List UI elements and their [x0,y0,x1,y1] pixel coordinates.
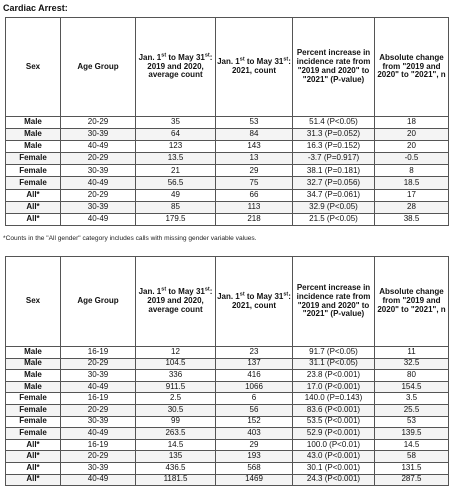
cell-sex: Female [6,165,61,177]
table-row [6,416,449,428]
cell-absolute-change: 14.5 [375,439,449,451]
cell-absolute-change: 28 [375,201,449,213]
cell-sex: Male [6,129,61,141]
cell-percent-increase: 31.1 (P<0.05) [293,358,375,370]
cell-age-group: 20-29 [61,117,136,129]
cell-absolute-change: 32.5 [375,358,449,370]
cell-percent-increase: 17.0 (P<0.001) [293,381,375,393]
table-row [6,347,449,359]
cell-count-2021: 29 [216,165,293,177]
cell-percent-increase: 38.1 (P=0.181) [293,165,375,177]
cell-percent-increase: 32.7 (P=0.056) [293,177,375,189]
table-row [6,474,449,486]
cell-sex: Female [6,177,61,189]
table-row [6,393,449,405]
cell-count-2021: 152 [216,416,293,428]
cell-count-2021: 137 [216,358,293,370]
cell-age-group: 30-39 [61,416,136,428]
cell-age-group: 20-29 [61,451,136,463]
cell-absolute-change: 18.5 [375,177,449,189]
cell-age-group: 40-49 [61,177,136,189]
cell-count-2021: 218 [216,213,293,225]
cell-sex: All* [6,451,61,463]
cell-avg-count: 1181.5 [136,474,216,486]
cell-age-group: 20-29 [61,189,136,201]
header-avg-count: Jan. 1st to May 31st: 2019 and 2020, average count [136,18,216,117]
cell-avg-count: 263.5 [136,428,216,440]
cell-absolute-change: 154.5 [375,381,449,393]
cell-count-2021: 1469 [216,474,293,486]
cell-avg-count: 64 [136,129,216,141]
cell-age-group: 40-49 [61,428,136,440]
cell-age-group: 16-19 [61,347,136,359]
cell-count-2021: 75 [216,177,293,189]
table-row [6,201,449,213]
table-row [6,129,449,141]
cell-absolute-change: 20 [375,141,449,153]
cell-absolute-change: 11 [375,347,449,359]
footnote: *Counts in the "All gender" category includes calls with missing gender variable values. [3,235,257,242]
cell-absolute-change: 287.5 [375,474,449,486]
cell-age-group: 16-19 [61,393,136,405]
cell-age-group: 30-39 [61,462,136,474]
cell-sex: Male [6,141,61,153]
cell-count-2021: 416 [216,370,293,382]
table-row [6,177,449,189]
cell-sex: Female [6,428,61,440]
cell-age-group: 30-39 [61,129,136,141]
cell-age-group: 40-49 [61,213,136,225]
header-age-group: Age Group [61,18,136,117]
cell-avg-count: 135 [136,451,216,463]
table-header-row [6,257,449,347]
table-row [6,213,449,225]
cell-sex: All* [6,462,61,474]
cell-percent-increase: 51.4 (P<0.05) [293,117,375,129]
cell-avg-count: 14.5 [136,439,216,451]
cell-sex: All* [6,213,61,225]
cell-avg-count: 13.5 [136,153,216,165]
cell-percent-increase: 83.6 (P<0.001) [293,404,375,416]
cell-percent-increase: 30.1 (P<0.001) [293,462,375,474]
cell-absolute-change: 38.5 [375,213,449,225]
cell-count-2021: 84 [216,129,293,141]
header-count-2021: Jan. 1st to May 31st: 2021, count [216,18,293,117]
cell-avg-count: 99 [136,416,216,428]
cell-count-2021: 53 [216,117,293,129]
cell-sex: Male [6,347,61,359]
cell-age-group: 30-39 [61,370,136,382]
header-absolute-change: Absolute change from "2019 and 2020" to "2021", n [375,257,449,347]
cell-percent-increase: 24.3 (P<0.001) [293,474,375,486]
cell-percent-increase: 52.9 (P<0.001) [293,428,375,440]
cell-absolute-change: 17 [375,189,449,201]
table-row [6,117,449,129]
cell-count-2021: 568 [216,462,293,474]
header-avg-count: Jan. 1st to May 31st: 2019 and 2020, average count [136,257,216,347]
cell-avg-count: 179.5 [136,213,216,225]
cell-sex: Female [6,416,61,428]
section-title: Cardiac Arrest: [3,3,68,13]
cell-absolute-change: 53 [375,416,449,428]
header-sex: Sex [6,18,61,117]
cell-percent-increase: 140.0 (P=0.143) [293,393,375,405]
cell-avg-count: 436.5 [136,462,216,474]
table-row [6,358,449,370]
table-row [6,428,449,440]
cell-percent-increase: 53.5 (P<0.001) [293,416,375,428]
cell-sex: All* [6,201,61,213]
table-row [6,439,449,451]
cell-avg-count: 336 [136,370,216,382]
table-row [6,462,449,474]
cell-percent-increase: 23.8 (P<0.001) [293,370,375,382]
cell-age-group: 20-29 [61,404,136,416]
cell-age-group: 20-29 [61,358,136,370]
cell-avg-count: 12 [136,347,216,359]
cell-age-group: 40-49 [61,381,136,393]
cell-sex: Female [6,404,61,416]
cell-avg-count: 35 [136,117,216,129]
cell-avg-count: 123 [136,141,216,153]
cell-age-group: 40-49 [61,141,136,153]
cell-absolute-change: 8 [375,165,449,177]
cell-absolute-change: 139.5 [375,428,449,440]
cell-count-2021: 6 [216,393,293,405]
cell-sex: Male [6,117,61,129]
cell-percent-increase: 43.0 (P<0.001) [293,451,375,463]
cell-absolute-change: 25.5 [375,404,449,416]
cell-absolute-change: 20 [375,129,449,141]
cell-count-2021: 143 [216,141,293,153]
table-row [6,165,449,177]
cell-absolute-change: 18 [375,117,449,129]
cell-count-2021: 23 [216,347,293,359]
cell-avg-count: 911.5 [136,381,216,393]
table-row [6,451,449,463]
header-percent-increase: Percent increase in incidence rate from "2019 and 2020" to "2021" (P-value) [293,18,375,117]
second-table [5,256,449,486]
table-row [6,189,449,201]
cell-avg-count: 2.5 [136,393,216,405]
cell-absolute-change: 131.5 [375,462,449,474]
cell-avg-count: 104.5 [136,358,216,370]
header-absolute-change: Absolute change from "2019 and 2020" to "2021", n [375,18,449,117]
cell-count-2021: 1066 [216,381,293,393]
cell-count-2021: 403 [216,428,293,440]
cell-sex: All* [6,189,61,201]
cell-count-2021: 66 [216,189,293,201]
cell-age-group: 30-39 [61,165,136,177]
cell-sex: Male [6,381,61,393]
cell-sex: Male [6,370,61,382]
cell-avg-count: 56.5 [136,177,216,189]
header-percent-increase: Percent increase in incidence rate from "2019 and 2020" to "2021" (P-value) [293,257,375,347]
cell-avg-count: 21 [136,165,216,177]
cell-count-2021: 29 [216,439,293,451]
cell-age-group: 20-29 [61,153,136,165]
cell-absolute-change: 3.5 [375,393,449,405]
cell-percent-increase: 100.0 (P<0.01) [293,439,375,451]
header-count-2021: Jan. 1st to May 31st: 2021, count [216,257,293,347]
cardiac-arrest-table [5,17,449,226]
cell-percent-increase: 91.7 (P<0.05) [293,347,375,359]
cell-avg-count: 30.5 [136,404,216,416]
cell-age-group: 16-19 [61,439,136,451]
cell-percent-increase: 34.7 (P=0.061) [293,189,375,201]
cell-count-2021: 113 [216,201,293,213]
cell-absolute-change: -0.5 [375,153,449,165]
cell-age-group: 40-49 [61,474,136,486]
table-row [6,153,449,165]
cell-age-group: 30-39 [61,201,136,213]
table-row [6,141,449,153]
cell-sex: Female [6,153,61,165]
cell-sex: Male [6,358,61,370]
header-age-group: Age Group [61,257,136,347]
cell-percent-increase: 32.9 (P<0.05) [293,201,375,213]
cell-percent-increase: 21.5 (P<0.05) [293,213,375,225]
cell-count-2021: 13 [216,153,293,165]
cell-percent-increase: 31.3 (P=0.052) [293,129,375,141]
table-row [6,370,449,382]
cell-sex: All* [6,474,61,486]
cell-percent-increase: 16.3 (P=0.152) [293,141,375,153]
cell-sex: Female [6,393,61,405]
table-header-row [6,18,449,117]
cell-absolute-change: 58 [375,451,449,463]
cell-sex: All* [6,439,61,451]
table-row [6,404,449,416]
cell-avg-count: 49 [136,189,216,201]
cell-avg-count: 85 [136,201,216,213]
cell-absolute-change: 80 [375,370,449,382]
cell-count-2021: 56 [216,404,293,416]
cell-count-2021: 193 [216,451,293,463]
header-sex: Sex [6,257,61,347]
cell-percent-increase: -3.7 (P=0.917) [293,153,375,165]
table-row [6,381,449,393]
